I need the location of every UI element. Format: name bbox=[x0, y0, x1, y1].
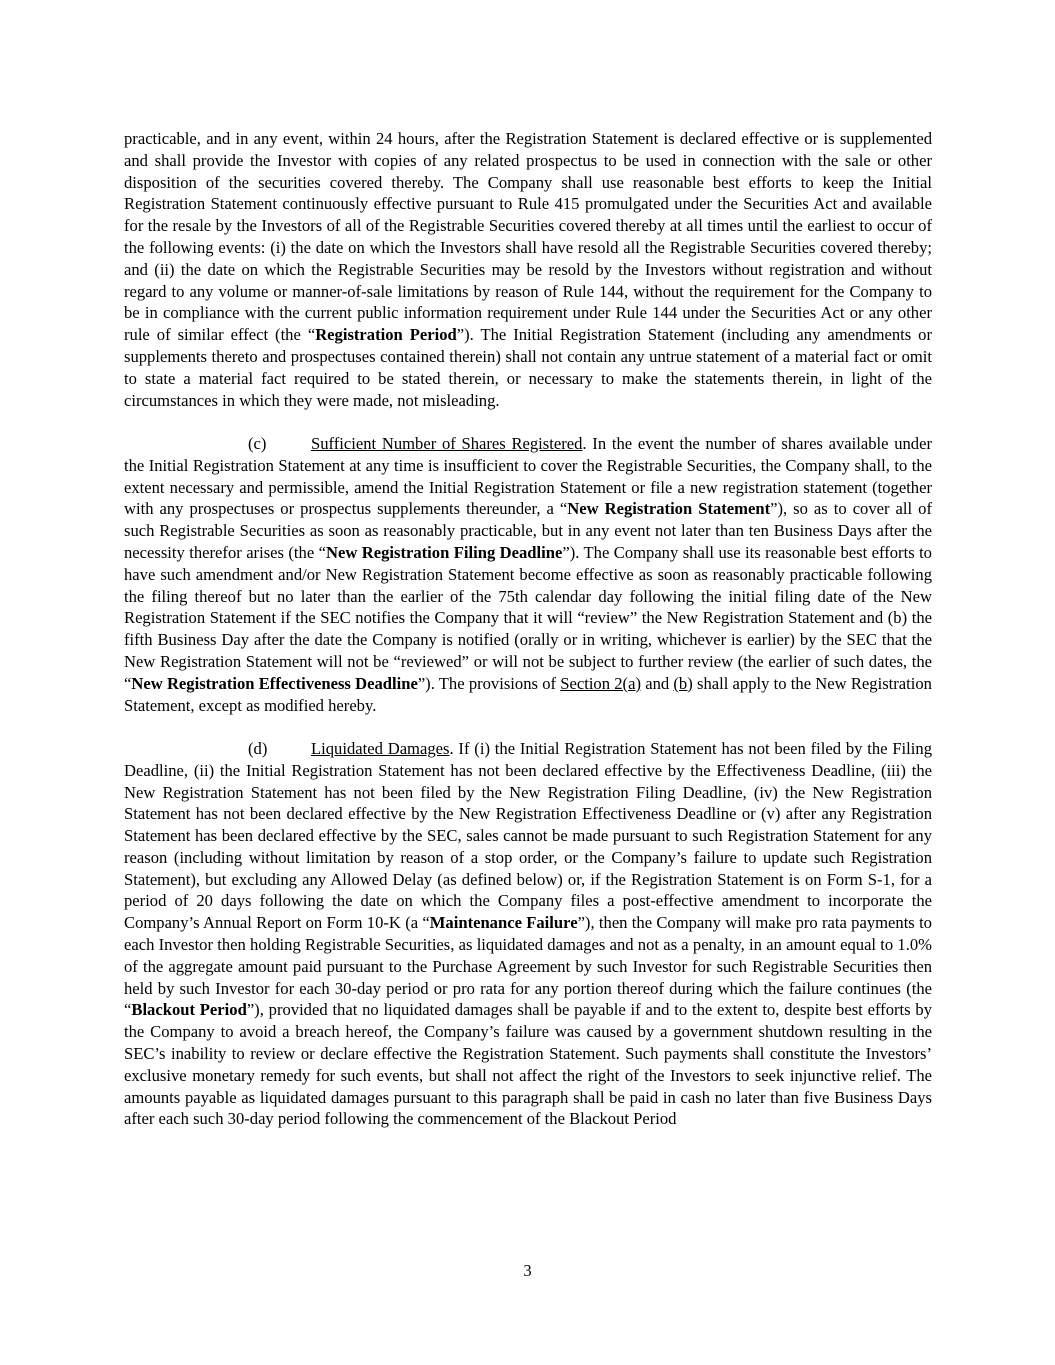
paragraph-text: and bbox=[640, 673, 674, 693]
paragraph-text: . If (i) the Initial Registration Statement has not been filed by the Filing Deadline, (ii) the Initial Registration Statement has not been declared effective by the Effectiveness Deadline, (iii) the New Registration Statement has not been filed by the New Registration Filing Deadline, (iv) the New Registration Statement has not been declared effective by the New Registration Effectiveness Deadline or (v) after any Registration Statement has been declared effective by the SEC, sales cannot be made pursuant to such Registration Statement for any reason (including without limitation by reason of a stop order, or the Company’s failure to update such Registration Statement), but excluding any Allowed Delay (as defined below) or, if the Registration Statement is on Form S-1, for a period of 20 days following the date on which the Company files a post-effective amendment to incorporate the Company’s Annual Report on Form 10-K (a “ bbox=[124, 738, 932, 933]
paragraph-text: shall apply to the New Registration Statement, except as modified hereby. bbox=[124, 673, 932, 715]
defined-term: Maintenance Failure bbox=[429, 913, 578, 933]
paragraph-text: ”), then the Company will make pro rata payments to each Investor then holding Registrable Securities, as liquidated damages and not as a penalty, in an amount equal to 1.0% of the aggregate amount paid pursuant to the Purchase Agreement by such Investor for such Registrable Securities then held by such Investor for each 30-day period or pro rata for any portion thereof during which the failure continues (the “ bbox=[124, 913, 932, 1020]
document-page bbox=[124, 128, 932, 1130]
paragraph-text: ”). The Initial Registration Statement (including any amendments or supplements thereto and prospectuses contained therein) shall not contain any untrue statement of a material fact or omit to state a material fact required to be stated therein, or necessary to make the statements therein, in light of the circumstances in which they were made, not misleading. bbox=[124, 325, 932, 410]
paragraph-text: ”), so as to cover all of such Registrable Securities as soon as reasonably practicable, but in any event not later than ten Business Days after the necessity therefor arises (the “ bbox=[124, 499, 932, 562]
section-reference: (b) bbox=[673, 673, 693, 693]
paragraph-text: . In the event the number of shares available under the Initial Registration Statement at any time is insufficient to cover the Registrable Securities, the Company shall, to the extent necessary and permissible, amend the Initial Registration Statement or file a new registration statement (together with any prospectuses or prospectus supplements thereunder, a “ bbox=[124, 433, 932, 519]
section-d-paragraph bbox=[124, 738, 932, 1130]
defined-term: New Registration Statement bbox=[567, 499, 771, 519]
section-heading: Liquidated Damages bbox=[311, 738, 450, 758]
paragraph-text: ”). The Company shall use its reasonable best efforts to have such amendment and/or New Registration Statement become effective as soon as reasonably practicable following the filing thereof but no later than the earlier of the 75th calendar day following the initial filing date of the New Registration Statement if the SEC notifies the Company that it will “review” the New Registration Statement and (b) the fifth Business Day after the date the Company is notified (orally or in writing, whichever is earlier) by the SEC that the New Registration Statement will not be “reviewed” or will not be subject to further review (the earlier of such dates, the “ bbox=[124, 542, 932, 693]
section-label: (d) bbox=[248, 738, 268, 758]
defined-term: Registration Period bbox=[315, 325, 457, 345]
paragraph-registration-period bbox=[124, 128, 932, 411]
defined-term: Blackout Period bbox=[131, 1000, 247, 1020]
paragraph-text: ”). The provisions of bbox=[417, 673, 561, 693]
section-heading: Sufficient Number of Shares Registered bbox=[311, 433, 583, 453]
paragraph-text: ”), provided that no liquidated damages shall be payable if and to the extent to, despite best efforts by the Company to avoid a breach hereof, the Company’s failure was caused by a government shutdown resulting in the SEC’s inability to review or declare effective the Registration Statement. Such payments shall constitute the Investors’ exclusive monetary remedy for such events, but shall not affect the right of the Investors to seek injunctive relief. The amounts payable as liquidated damages pursuant to this paragraph shall be paid in cash no later than five Business Days after each such 30-day period following the commencement of the Blackout Period bbox=[124, 1000, 932, 1129]
paragraph-text: practicable, and in any event, within 24 hours, after the Registration Statement is declared effective or is supplemented and shall provide the Investor with copies of any related prospectus to be used in connection with the sale or other disposition of the securities covered thereby. The Company shall use reasonable best efforts to keep the Initial Registration Statement continuously effective pursuant to Rule 415 promulgated under the Securities Act and available for the resale by the Investors of all of the Registrable Securities covered thereby at all times until the earliest to occur of the following events: (i) the date on which the Investors shall have resold all the Registrable Securities covered thereby; and (ii) the date on which the Registrable Securities may be resold by the Investors without registration and without regard to any volume or manner-of-sale limitations by reason of Rule 144, without the requirement for the Company to be in compliance with the current public information requirement under Rule 144 under the Securities Act or any other rule of similar effect (the “ bbox=[124, 129, 932, 345]
defined-term: New Registration Filing Deadline bbox=[326, 542, 563, 562]
section-c-paragraph bbox=[124, 433, 932, 716]
defined-term: New Registration Effectiveness Deadline bbox=[131, 673, 418, 693]
section-label: (c) bbox=[248, 433, 267, 453]
section-reference: Section 2(a) bbox=[560, 673, 641, 693]
page-number: 3 bbox=[523, 1261, 532, 1280]
